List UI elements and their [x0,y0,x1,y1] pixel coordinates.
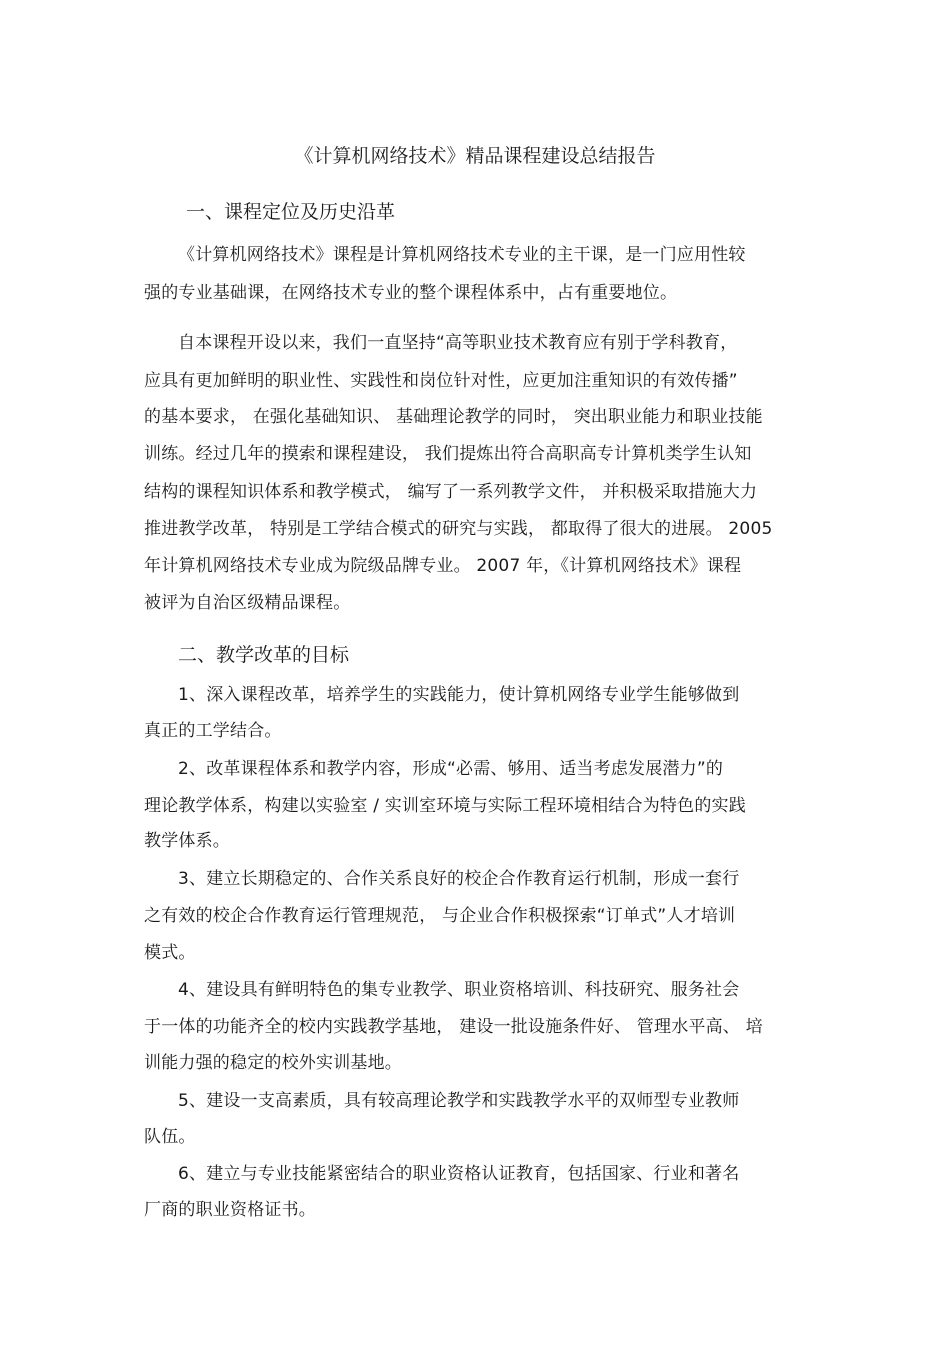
list-item-line: 之有效的校企合作教育运行管理规范， 与企业合作积极探索“订单式”人才培训 [144,906,736,926]
paragraph-line: 自本课程开设以来，我们一直坚持“高等职业技术教育应有别于学科教育， [178,333,738,353]
paragraph-line: 结构的课程知识体系和教学模式， 编写了一系列教学文件， 并积极采取措施大力 [144,482,758,502]
list-item-line: 4、建设具有鲜明特色的集专业教学、职业资格培训、科技研究、服务社会 [178,980,740,1000]
list-item-line: 2、改革课程体系和教学内容，形成“必需、够用、适当考虑发展潜力”的 [178,759,724,779]
paragraph-line: 推进教学改革， 特别是工学结合模式的研究与实践， 都取得了很大的进展。 2005 [144,519,773,539]
list-item-line: 5、建设一支高素质，具有较高理论教学和实践教学水平的双师型专业教师 [178,1091,740,1111]
paragraph-line: 训练。经过几年的摸索和课程建设， 我们提炼出符合高职高专计算机类学生认知 [144,444,752,464]
list-item-line: 3、建立长期稳定的、合作关系良好的校企合作教育运行机制，形成一套行 [178,869,740,889]
list-item-line: 6、建立与专业技能紧密结合的职业资格认证教育，包括国家、行业和著名 [178,1164,740,1184]
list-item-line: 教学体系。 [144,831,230,851]
list-item-line: 于一体的功能齐全的校内实践教学基地， 建设一批设施条件好、 管理水平高、 培 [144,1017,763,1037]
paragraph-line: 应具有更加鲜明的职业性、实践性和岗位针对性，应更加注重知识的有效传播” [144,371,738,391]
section-heading-1: 一、课程定位及历史沿革 [186,201,396,223]
paragraph-line: 的基本要求， 在强化基础知识、 基础理论教学的同时， 突出职业能力和职业技能 [144,407,763,427]
section-heading-2: 二、教学改革的目标 [178,644,350,666]
list-item-line: 训能力强的稳定的校外实训基地。 [144,1053,402,1073]
paragraph-line: 年计算机网络技术专业成为院级品牌专业。 2007 年，《计算机网络技术》课程 [144,556,742,576]
paragraph-line: 强的专业基础课，在网络技术专业的整个课程体系中，占有重要地位。 [144,283,678,303]
list-item-line: 理论教学体系，构建以实验室 / 实训室环境与实际工程环境相结合为特色的实践 [144,796,746,816]
list-item-line: 1、深入课程改革，培养学生的实践能力，使计算机网络专业学生能够做到 [178,685,740,705]
paragraph-line: 《计算机网络技术》课程是计算机网络技术专业的主干课，是一门应用性较 [178,245,746,265]
list-item-line: 模式。 [144,943,196,963]
list-item-line: 厂商的职业资格证书。 [144,1200,316,1220]
list-item-line: 真正的工学结合。 [144,721,282,741]
list-item-line: 队伍。 [144,1127,196,1147]
document-title: 《计算机网络技术》精品课程建设总结报告 [294,145,656,167]
paragraph-line: 被评为自治区级精品课程。 [144,593,351,613]
